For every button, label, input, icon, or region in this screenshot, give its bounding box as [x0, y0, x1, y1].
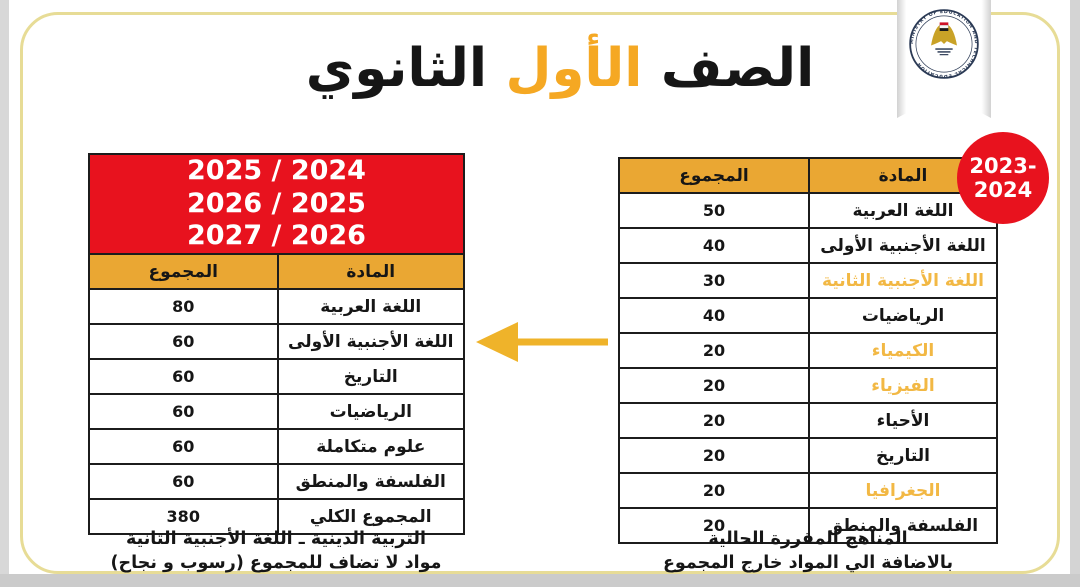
subject-cell: اللغة العربية [808, 194, 996, 227]
caption-line: المناهج المقررة الحالية [708, 529, 908, 549]
subject-cell: الجغرافيا [808, 474, 996, 507]
table-row [620, 334, 996, 369]
new-curriculum-table [88, 153, 465, 535]
page-title [270, 38, 850, 99]
current-table-header [620, 159, 996, 194]
subject-cell: الفلسفة والمنطق [277, 465, 464, 498]
new-table-years-header [90, 155, 463, 255]
page-edge-bottom [0, 574, 1080, 587]
total-cell: 20 [702, 446, 726, 465]
subject-cell: الأحياء [808, 404, 996, 437]
table-row [620, 439, 996, 474]
table-row [90, 325, 463, 360]
total-cell: 30 [702, 271, 726, 290]
new-header-subject: المادة [277, 255, 464, 288]
current-curriculum-table [618, 157, 998, 544]
total-cell: 20 [702, 516, 726, 535]
svg-text:MINISTRY OF EDUCATION AND TECH: MINISTRY OF EDUCATION AND TECHNICAL EDUCATION [909, 9, 979, 79]
table-row [620, 264, 996, 299]
table-row [90, 395, 463, 430]
subject-cell: علوم متكاملة [277, 430, 464, 463]
total-cell: 380 [166, 507, 200, 526]
year-badge-line1: 2023- [969, 153, 1037, 178]
table-row [620, 229, 996, 264]
subject-cell: المجموع الكلي [277, 500, 464, 533]
caption-line: التربية الدينية ـ اللغة الأجنبية الثانية [125, 529, 427, 549]
total-cell: 60 [172, 437, 195, 456]
title-word-1: الصف [660, 38, 815, 99]
left-arrow-icon [472, 317, 612, 367]
caption-line: بالاضافة الي المواد خارج المجموع [662, 552, 954, 573]
year-line: 2027 / 2026 [187, 220, 366, 252]
new-table-header [90, 255, 463, 290]
total-cell: 60 [172, 472, 195, 491]
total-cell: 40 [702, 236, 726, 255]
page-edge-left [0, 0, 9, 587]
subject-cell: الكيمياء [808, 334, 996, 367]
table-row [620, 474, 996, 509]
table-row [620, 404, 996, 439]
total-cell: 40 [702, 306, 726, 325]
subject-cell: اللغة العربية [277, 290, 464, 323]
current-header-subject: المادة [808, 159, 996, 192]
subject-cell: اللغة الأجنبية الأولى [808, 229, 996, 262]
new-table-caption [66, 528, 486, 575]
total-cell: 60 [172, 332, 195, 351]
year-badge-2023-2024 [957, 132, 1049, 224]
ministry-seal-icon [908, 8, 980, 80]
total-cell: 20 [702, 481, 726, 500]
table-row [620, 194, 996, 229]
total-cell: 20 [702, 376, 726, 395]
title-word-2: الأول [505, 38, 643, 99]
year-line: 2026 / 2025 [187, 187, 366, 219]
total-cell: 60 [172, 402, 195, 421]
year-badge-line2: 2024 [973, 178, 1033, 202]
subject-cell: الرياضيات [808, 299, 996, 332]
subject-cell: التاريخ [277, 360, 464, 393]
table-row [90, 360, 463, 395]
caption-line: مواد لا تضاف للمجموع (رسوب و نجاح) [110, 552, 442, 573]
total-cell: 20 [702, 341, 726, 360]
total-cell: 60 [172, 367, 195, 386]
table-row [90, 430, 463, 465]
subject-cell: الرياضيات [277, 395, 464, 428]
new-header-total: المجموع [148, 261, 219, 282]
total-cell: 80 [172, 297, 195, 316]
total-cell: 20 [702, 411, 726, 430]
subject-cell: اللغة الأجنبية الثانية [808, 264, 996, 297]
subject-cell: التاريخ [808, 439, 996, 472]
subject-cell: اللغة الأجنبية الأولى [277, 325, 464, 358]
subject-cell: الفيزياء [808, 369, 996, 402]
current-table-caption [608, 528, 1008, 575]
table-row [620, 299, 996, 334]
table-row [620, 369, 996, 404]
total-cell: 50 [702, 201, 726, 220]
current-header-total: المجموع [679, 165, 749, 186]
title-word-3: الثانوي [305, 38, 488, 99]
year-line: 2025 / 2024 [187, 155, 366, 187]
table-row [90, 465, 463, 500]
table-row [90, 290, 463, 325]
subject-cell: الفلسفة والمنطق [808, 509, 996, 542]
page-edge-right [1070, 0, 1080, 587]
